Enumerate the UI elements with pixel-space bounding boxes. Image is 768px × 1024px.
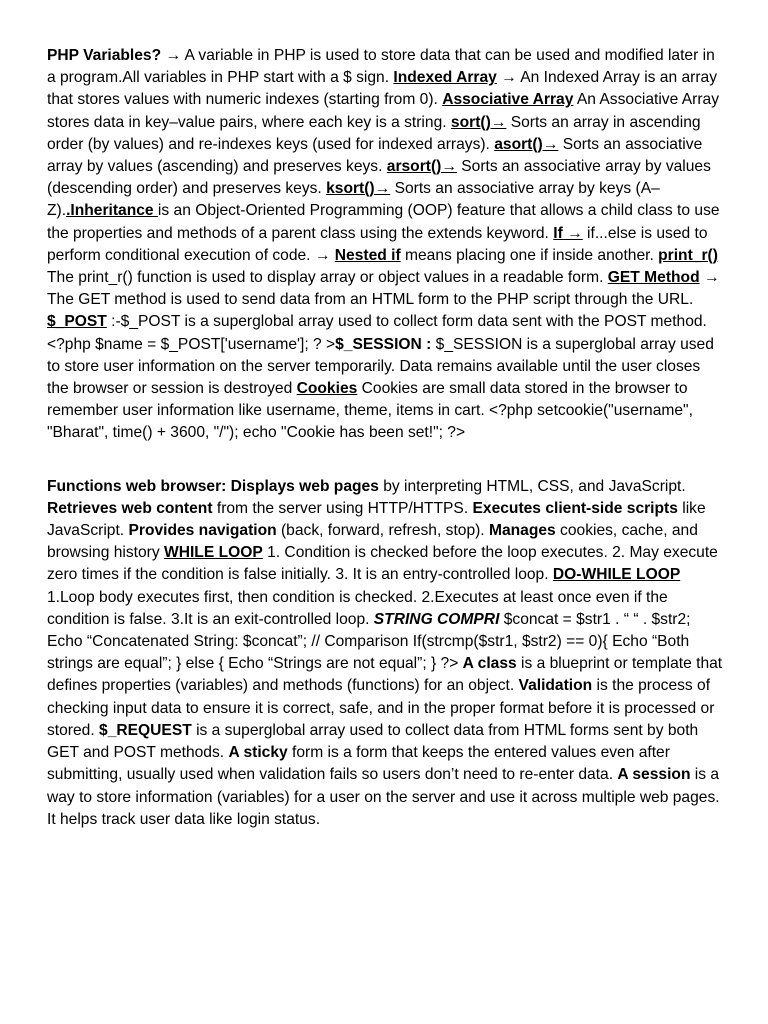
paragraph-web-notes xyxy=(47,476,723,831)
term-heading: A class xyxy=(462,655,517,673)
body-text: A variable in PHP is used to store data that can be used and modified later in a program.All variables in PHP start with a $ sign. xyxy=(47,47,715,87)
term-heading: Associative Array xyxy=(442,91,574,109)
term-heading: STRING COMPRI xyxy=(373,610,500,628)
term-heading: asort()→ xyxy=(494,135,559,153)
body-text: Sorts an array in ascending order (by values) and re-indexes keys (used for indexed arrays). xyxy=(47,113,701,153)
term-heading: ksort()→ xyxy=(326,180,391,198)
body-text: Sorts an associative array by values (descending order) and preserves keys. xyxy=(47,158,711,198)
term-heading: GET Method xyxy=(607,269,700,287)
term-heading: WHILE LOOP xyxy=(164,544,263,562)
body-text: is an Object-Oriented Programming (OOP) feature that allows a child class to use the properties and methods of a parent class using the extends keyword. xyxy=(47,202,720,242)
body-text: An Indexed Array is an array that stores values with numeric indexes (starting from 0). xyxy=(47,69,717,109)
body-text: 1.Loop body executes first, then condition is checked. 2.Executes at least once even if the condition is false. 3.It is an exit-controlled loop. xyxy=(47,588,668,628)
term-heading: Executes client-side scripts xyxy=(472,499,678,517)
term-heading: DO-WHILE LOOP xyxy=(552,566,681,584)
body-text: form is a form that keeps the entered values even after submitting, usually used when validation fails so users don’t need to re-enter data. xyxy=(47,744,670,784)
term-heading: A sticky xyxy=(228,744,288,762)
body-text: cookies, cache, and browsing history xyxy=(47,522,698,562)
document-page xyxy=(47,45,723,831)
term-heading: $_REQUEST xyxy=(99,721,192,739)
body-text: if...else is used to perform conditional execution of code. xyxy=(47,224,708,264)
term-heading: A session xyxy=(617,766,691,784)
body-text: Sorts an associative array by keys (A–Z). xyxy=(47,180,660,220)
term-heading: Nested if xyxy=(334,246,401,264)
term-heading: → xyxy=(496,69,517,87)
body-text: by interpreting HTML, CSS, and JavaScript. xyxy=(378,477,686,495)
body-text: means placing one if inside another. xyxy=(400,246,659,264)
term-heading: $_SESSION : xyxy=(335,335,432,353)
body-text: (back, forward, refresh, stop). xyxy=(276,522,489,540)
body-text: is a superglobal array used to collect data from HTML forms sent by both GET and POST methods. xyxy=(47,721,699,762)
term-heading: .Inheritance xyxy=(66,202,158,220)
term-heading: → xyxy=(314,246,331,264)
term-heading: Cookies xyxy=(296,380,358,398)
term-heading: Validation xyxy=(518,677,593,695)
term-heading: print_r() xyxy=(658,246,718,264)
body-text: Sorts an associative array by values (ascending) and preserves keys. xyxy=(47,135,703,176)
body-text: :-$_POST is a superglobal array used to collect form data sent with the POST method.<?php $name = $_POST['username']; ? > xyxy=(47,313,707,353)
term-heading: Functions web browser: Displays web pages xyxy=(47,477,379,495)
body-text: from the server using HTTP/HTTPS. xyxy=(212,499,473,517)
body-text: $_SESSION is a superglobal array used to store user information on the server temporarily. Data remains available until the user closes the browser or session is destroyed xyxy=(47,335,714,398)
term-heading: Retrieves web content xyxy=(47,499,213,517)
term-heading: sort()→ xyxy=(450,113,507,131)
body-text: Cookies are small data stored in the browser to remember user information like username, theme, items in cart. <?php setcookie("username", "Bharat", time() + 3600, "/"); echo "Cookie has been set!"; ?> xyxy=(47,380,693,442)
term-heading: arsort()→ xyxy=(386,158,457,176)
term-heading: → xyxy=(699,269,720,287)
term-heading: If → xyxy=(553,224,583,242)
body-text: like JavaScript. xyxy=(47,499,706,540)
paragraph-php-notes xyxy=(47,45,723,445)
term-heading: $_POST xyxy=(47,313,107,331)
body-text: 1. Condition is checked before the loop executes. 2. May execute zero times if the condition is false initially. 3. It is an entry-controlled loop. xyxy=(47,544,718,584)
body-text: The print_r() function is used to display array or object values in a readable form. xyxy=(47,269,608,287)
term-heading: Provides navigation xyxy=(128,522,277,540)
body-text: $concat = $str1 . “ “ . $str2; Echo “Concatenated String: $concat”; // Comparison If(strcmp($str1, $str2) == 0){ Echo “Both strings are equal”; } else { Echo “Strings are not equal”; } ?> xyxy=(47,610,691,673)
term-heading: Manages xyxy=(488,522,556,540)
term-heading: Indexed Array xyxy=(393,69,497,87)
body-text: is the process of checking input data to ensure it is correct, safe, and in the proper format before it is processed or stored. xyxy=(47,677,715,739)
body-text: is a way to store information (variables) for a user on the server and use it across multiple web pages. It helps track user data like login status. xyxy=(47,766,720,828)
body-text: The GET method is used to send data from an HTML form to the PHP script through the URL. xyxy=(47,291,694,309)
body-text: is a blueprint or template that defines properties (variables) and methods (functions) for an object. xyxy=(47,655,723,695)
term-heading: PHP Variables? → xyxy=(47,47,182,64)
body-text: An Associative Array stores data in key–value pairs, where each key is a string. xyxy=(47,91,720,131)
